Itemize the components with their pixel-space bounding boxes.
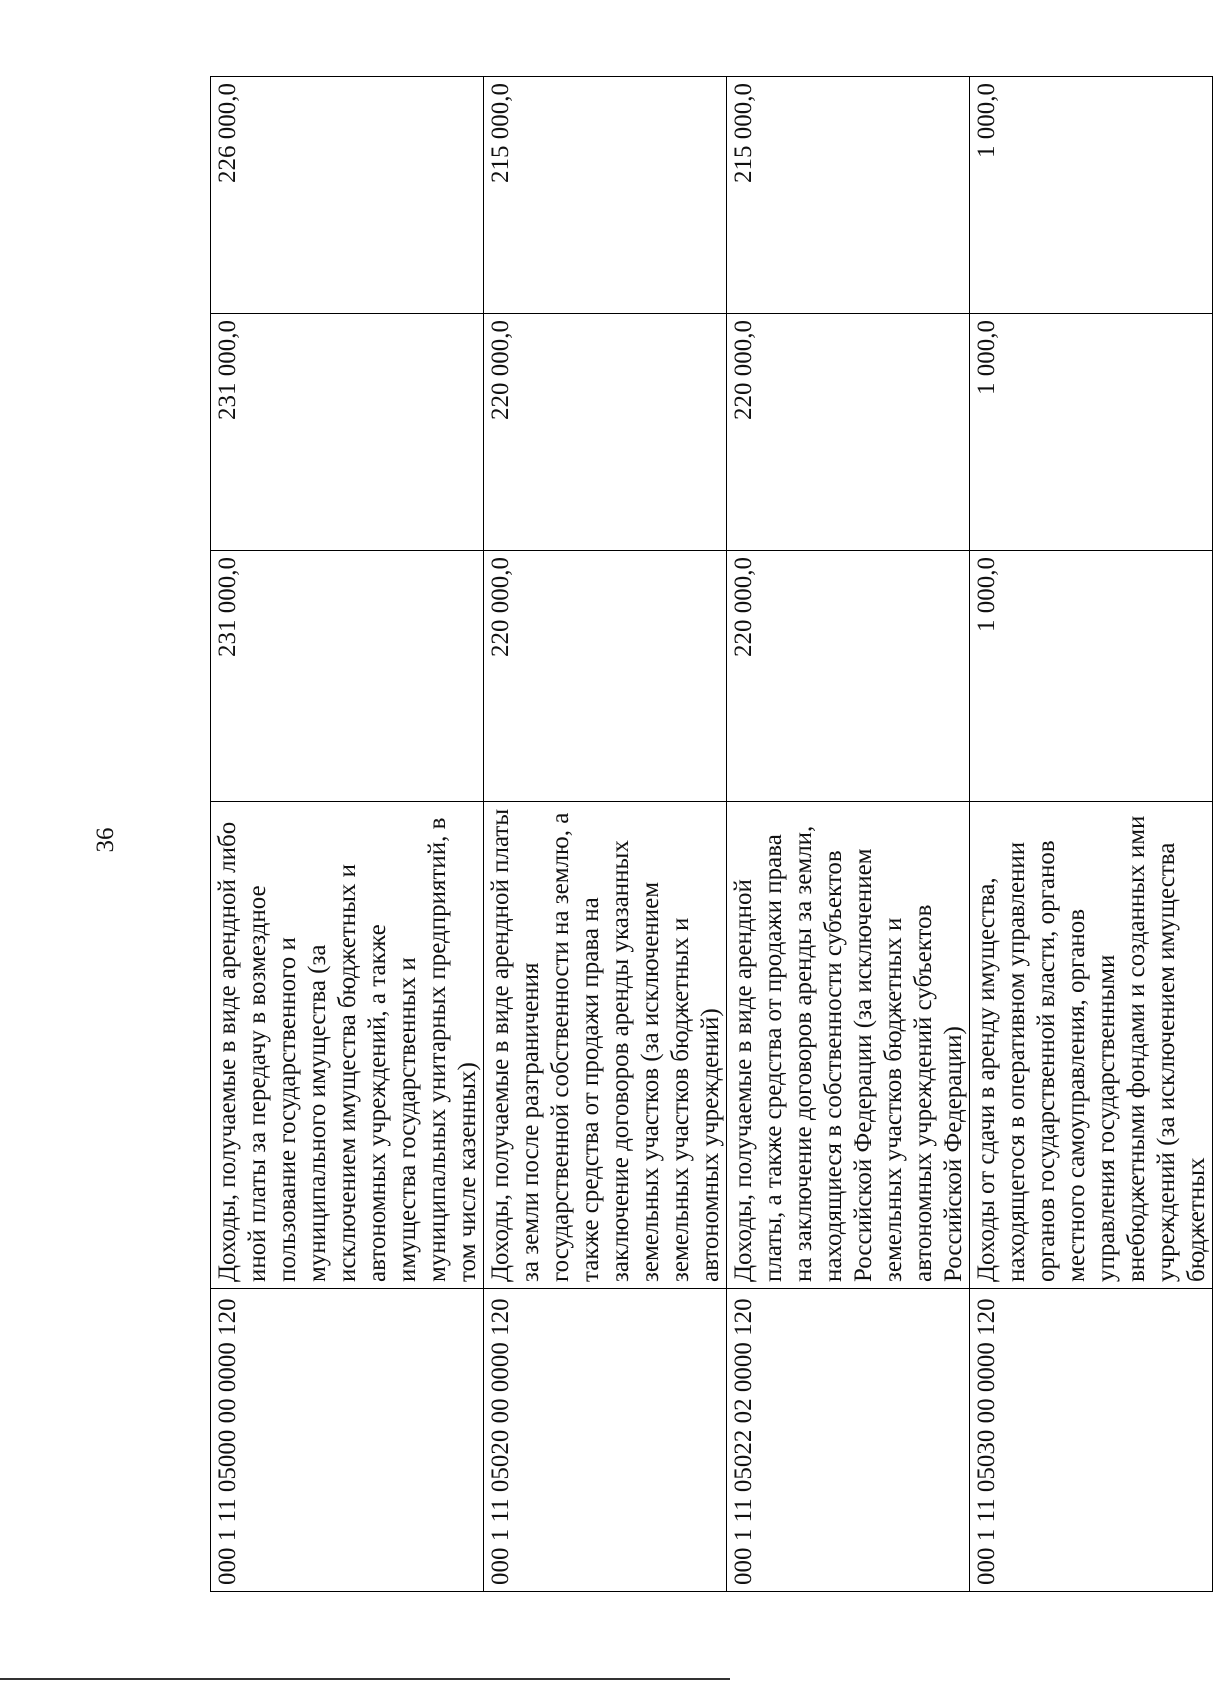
table-row xyxy=(970,77,1213,1592)
amount-cell-year-1: 231 000,0 xyxy=(211,551,484,802)
amount-cell-year-1: 1 000,0 xyxy=(970,551,1213,802)
page-number: 36 xyxy=(92,827,119,853)
amount-cell-year-2: 220 000,0 xyxy=(727,314,970,551)
amount-cell-year-2: 220 000,0 xyxy=(484,314,727,551)
amount-cell-year-3: 215 000,0 xyxy=(727,77,970,314)
amount-cell-year-3: 1 000,0 xyxy=(970,77,1213,314)
page-bottom-rule xyxy=(0,1678,730,1680)
amount-cell-year-3: 226 000,0 xyxy=(211,77,484,314)
budget-code-cell: 000 1 11 05022 02 0000 120 xyxy=(727,1289,970,1592)
amount-cell-year-1: 220 000,0 xyxy=(484,551,727,802)
description-cell: Доходы от сдачи в аренду имущества, находящегося в оперативном управлении органов государственной власти, органов местного самоуправления, органов управления государственными внебюджетными фондами и созданных ими учреждений (за исключением имущества бюджетных xyxy=(970,802,1213,1289)
description-cell: Доходы, получаемые в виде арендной либо иной платы за передачу в возмездное пользование государственного и муниципального имущества (за исключением имущества бюджетных и автономных учреждений, а также имущества государственных и муниципальных унитарных предприятий, в том числе казенных) xyxy=(211,802,484,1289)
budget-code-cell: 000 1 11 05000 00 0000 120 xyxy=(211,1289,484,1592)
amount-cell-year-2: 1 000,0 xyxy=(970,314,1213,551)
revenue-table xyxy=(210,76,1213,1592)
amount-cell-year-2: 231 000,0 xyxy=(211,314,484,551)
description-cell: Доходы, получаемые в виде арендной платы за земли после разграничения государственной собственности на землю, а также средства от продажи права на заключение договоров аренды указанных земельных участков (за исключением земельных участков бюджетных и автономных учреждений) xyxy=(484,802,727,1289)
amount-cell-year-1: 220 000,0 xyxy=(727,551,970,802)
description-cell: Доходы, получаемые в виде арендной платы, а также средства от продажи права на заключение договоров аренды за земли, находящиеся в собственности субъектов Российской Федерации (за исключением земельных участков бюджетных и автономных учреждений субъектов Российской Федерации) xyxy=(727,802,970,1289)
budget-code-cell: 000 1 11 05020 00 0000 120 xyxy=(484,1289,727,1592)
table-row xyxy=(211,77,484,1592)
table-row xyxy=(727,77,970,1592)
amount-cell-year-3: 215 000,0 xyxy=(484,77,727,314)
rotated-table-container xyxy=(210,83,1210,1592)
budget-code-cell: 000 1 11 05030 00 0000 120 xyxy=(970,1289,1213,1592)
table-row xyxy=(484,77,727,1592)
